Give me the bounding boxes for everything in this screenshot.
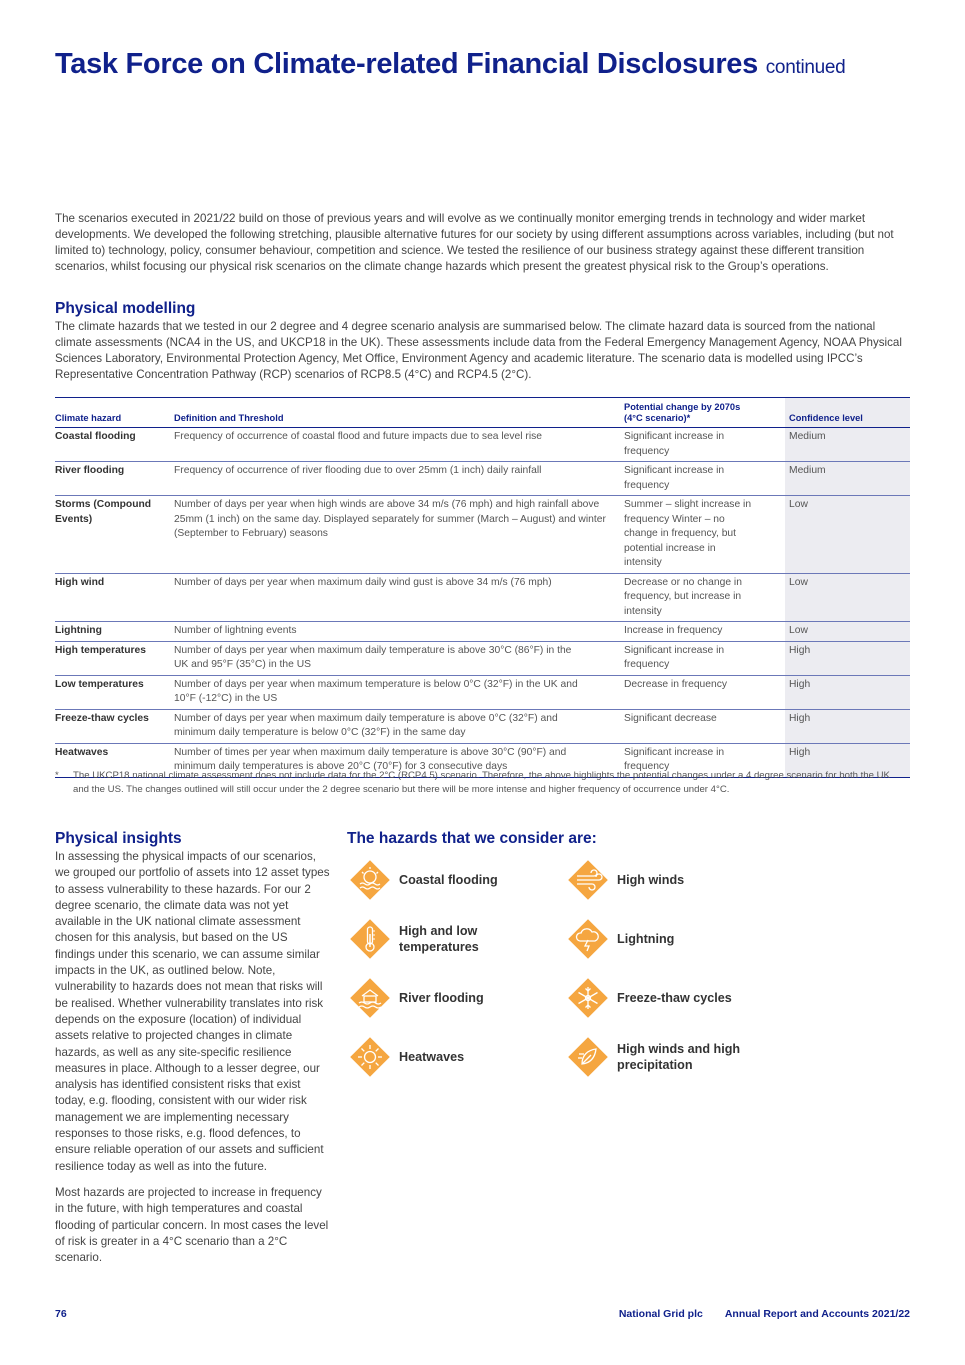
- physical-insights-heading: Physical insights: [55, 830, 182, 847]
- intro-paragraph: The scenarios executed in 2021/22 build on those of previous years and will evolve as we continually monitor emerging trends in technology and wider market developments. We developed the following stretching, plausible alternative futures for our society by using different assumptions across variables, including (but not limited to) technology, policy, consumer behaviour, competition and science. We tested the resilience of our business strategy against these different transition scenarios, whilst focusing our physical risk scenarios on the climate change hazards which present the greatest physical risk to the Group’s operations.: [55, 212, 894, 273]
- physical-modelling-text: The climate hazards that we tested in our 2 degree and 4 degree scenario analysis are summarised below. The climate hazard data is sourced from the national climate assessments (NCA4 in the US, and UKCP18 in the UK). These assessments include data from the Federal Emergency Management Agency, NOAA Physical Sciences Laboratory, Environmental Protection Agency, Met Office, Environment Agency and academic literature. The scenario data is modelled using IPCC’s Representative Concentration Pathway (RCP) scenarios of RCP8.5 (4°C) and RCP4.5 (2°C).: [55, 320, 902, 381]
- page-number: 76: [55, 1308, 67, 1320]
- physical-insights-para-1: In assessing the physical impacts of our scenarios, we grouped our portfolio of assets into 12 asset types to assess vulnerability to these hazards. For our 2 degree scenario, the climate data was not yet available in the UK national climate assessment chosen for this analysis, but based on the US findings under this scenario, we can assume similar impacts in the UK, as outlined below. Note, vulnerability to hazards does not mean that risks will be realised. Whether vulnerability translates into risk depends on the exposure (location) of individual assets relative to projected changes in climate hazards, as well as any site-specific resilience measures in place. Although to a lesser degree, our analysis has identified consistent risks that exist today, e.g. flooding, consistent with our wider risk management we are implementing necessary responses to those risks, e.g. flood defences, to ensure reliable operation of our assets and sufficient resilience today as well as into the future.: [55, 850, 330, 1173]
- hazard-item-heatwaves: [347, 1034, 464, 1080]
- hazard-cell: River flooding: [55, 462, 174, 496]
- page-title: [55, 48, 845, 81]
- hazard-label: High winds and high precipitation: [617, 1042, 741, 1072]
- definition-cell: Number of days per year when maximum daily temperature is above 0°C (32°F) and minimum daily temperature is below 0°C (32°F) in the same day: [174, 709, 624, 743]
- hazard-item-river-flooding: [347, 975, 484, 1021]
- definition-cell: Number of days per year when maximum daily temperature is above 30°C (86°F) in the UK and 95°F (35°C) in the US: [174, 641, 624, 675]
- hazard-cell: Lightning: [55, 622, 174, 642]
- footer-publication: [619, 1308, 910, 1320]
- table-row: [55, 641, 910, 675]
- hazard-cell: Coastal flooding: [55, 428, 174, 462]
- definition-cell: Number of days per year when maximum daily wind gust is above 34 m/s (76 mph): [174, 573, 624, 622]
- col-header-definition: Definition and Threshold: [174, 398, 624, 428]
- hazard-label: High winds: [617, 873, 685, 887]
- definition-cell: Number of lightning events: [174, 622, 624, 642]
- hazard-cell: High temperatures: [55, 641, 174, 675]
- table-footnote: [55, 769, 895, 797]
- hazard-item-winds-precipitation: [565, 1034, 757, 1080]
- confidence-cell: High: [785, 675, 910, 709]
- hazard-label: Lightning: [617, 932, 675, 946]
- title-suffix: continued: [765, 57, 846, 78]
- hazard-cell: Storms (Compound Events): [55, 496, 174, 574]
- hazard-item-coastal-flooding: [347, 857, 498, 903]
- table-header-row: [55, 398, 910, 428]
- definition-cell: Frequency of occurrence of river flooding due to over 25mm (1 inch) daily rainfall: [174, 462, 624, 496]
- climate-hazard-table: [55, 397, 910, 778]
- hazard-label: Coastal flooding: [399, 873, 498, 887]
- footnote-text: The UKCP18 national climate assessment does not include data for the 2°C (RCP4.5) scenario. Therefore, the above highlights the potential changes under a 4 degree scenario for both the UK and the US. The changes outlined will still occur under the 2 degree scenario but there will be more intense and higher frequency of occurrence under 4°C.: [73, 770, 890, 795]
- river-flooding-icon: [347, 975, 393, 1021]
- definition-cell: Number of days per year when maximum temperature is below 0°C (32°F) in the UK and 10°F (-12°C) in the US: [174, 675, 624, 709]
- table-row: [55, 462, 910, 496]
- thermometer-icon: [347, 916, 393, 962]
- hazards-heading: The hazards that we consider are:: [347, 830, 597, 847]
- table-row: [55, 622, 910, 642]
- confidence-cell: Low: [785, 496, 910, 574]
- hazard-cell: Low temperatures: [55, 675, 174, 709]
- confidence-cell: High: [785, 743, 910, 777]
- hazards-grid: [347, 857, 747, 1087]
- change-cell: Decrease in frequency: [624, 675, 785, 709]
- hazard-label: High and low temperatures: [399, 924, 479, 954]
- hazard-cell: High wind: [55, 573, 174, 622]
- title-main: Task Force on Climate-related Financial Disclosures: [55, 48, 758, 80]
- footer-report: Annual Report and Accounts 2021/22: [724, 1308, 910, 1320]
- change-cell: Significant decrease: [624, 709, 785, 743]
- col-header-confidence: Confidence level: [785, 398, 910, 428]
- change-cell: Increase in frequency: [624, 622, 785, 642]
- hazard-item-temperatures: [347, 916, 509, 962]
- definition-cell: Number of times per year when maximum daily temperature is above 30°C (90°F) and minimum daily temperatures is above 20°C (70°F) for 3 consecutive days: [174, 743, 624, 777]
- change-cell: Significant increase in frequency: [624, 743, 785, 777]
- confidence-cell: High: [785, 641, 910, 675]
- coastal-flooding-icon: [347, 857, 393, 903]
- hazard-label: Heatwaves: [399, 1050, 465, 1064]
- footer-company: National Grid plc: [618, 1308, 703, 1320]
- change-cell: Summer – slight increase in frequency Winter – no change in frequency, but potential increase in intensity: [624, 496, 785, 574]
- snowflake-icon: [565, 975, 611, 1021]
- footnote-marker: *: [55, 770, 59, 781]
- hazard-label: Freeze-thaw cycles: [617, 991, 732, 1005]
- table-row: [55, 573, 910, 622]
- hazard-cell: Heatwaves: [55, 743, 174, 777]
- physical-modelling-heading: Physical modelling: [55, 300, 196, 317]
- change-cell: Significant increase in frequency: [624, 428, 785, 462]
- hazard-item-high-winds: [565, 857, 684, 903]
- high-winds-icon: [565, 857, 611, 903]
- table-row: [55, 496, 910, 574]
- lightning-icon: [565, 916, 611, 962]
- confidence-cell: Medium: [785, 428, 910, 462]
- definition-cell: Number of days per year when high winds are above 34 m/s (76 mph) and high rainfall above 25mm (1 inch) on the same day. Displayed separately for summer (March – August) and winter (September to February) seasons: [174, 496, 624, 574]
- confidence-cell: Low: [785, 622, 910, 642]
- confidence-cell: High: [785, 709, 910, 743]
- col-header-hazard: Climate hazard: [55, 398, 174, 428]
- hazard-label: River flooding: [399, 991, 484, 1005]
- physical-insights-text: [55, 849, 330, 1276]
- hazard-item-lightning: [565, 916, 674, 962]
- table-row: [55, 428, 910, 462]
- definition-cell: Frequency of occurrence of coastal flood and future impacts due to sea level rise: [174, 428, 624, 462]
- confidence-cell: Low: [785, 573, 910, 622]
- wind-rain-icon: [565, 1034, 611, 1080]
- hazard-cell: Freeze-thaw cycles: [55, 709, 174, 743]
- col-header-change: Potential change by 2070s (4°C scenario)*: [624, 398, 785, 428]
- change-cell: Significant increase in frequency: [624, 641, 785, 675]
- confidence-cell: Medium: [785, 462, 910, 496]
- table-row: [55, 675, 910, 709]
- sun-icon: [347, 1034, 393, 1080]
- hazard-item-freeze-thaw: [565, 975, 732, 1021]
- change-cell: Significant increase in frequency: [624, 462, 785, 496]
- table-row: [55, 709, 910, 743]
- change-cell: Decrease or no change in frequency, but increase in intensity: [624, 573, 785, 622]
- physical-insights-para-2: Most hazards are projected to increase in frequency in the future, with high temperatures and coastal flooding of particular concern. In most cases the level of risk is greater in a 4°C scenario than a 2°C scenario.: [55, 1185, 329, 1265]
